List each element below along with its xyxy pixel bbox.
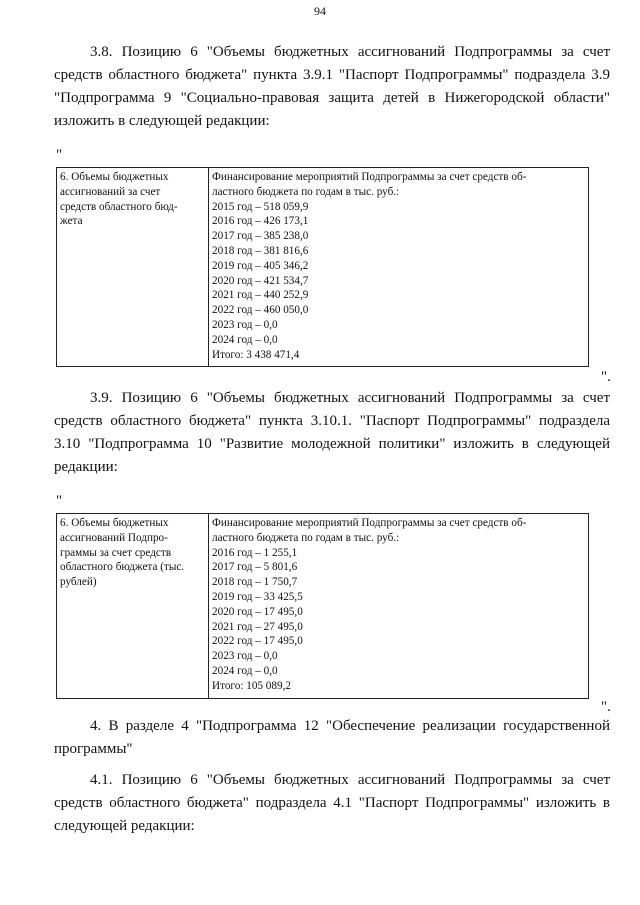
table1-line: 2021 год – 440 252,9 bbox=[212, 289, 309, 302]
table1-line: 2019 год – 405 346,2 bbox=[212, 259, 309, 272]
table1-label-line: средств областного бюд- bbox=[60, 200, 178, 213]
table1-line: 2023 год – 0,0 bbox=[212, 318, 278, 331]
table2-line: Финансирование мероприятий Подпрограммы за счет средств об- bbox=[212, 517, 527, 529]
table1-line: 2016 год – 426 173,1 bbox=[212, 215, 309, 228]
open-quote-1: " bbox=[56, 147, 63, 163]
table2-label-line: рублей) bbox=[60, 576, 97, 589]
table2-line: 2017 год – 5 801,6 bbox=[212, 561, 298, 574]
table2-line: 2020 год – 17 495,0 bbox=[212, 605, 303, 618]
table2-line: 2018 год – 1 750,7 bbox=[212, 576, 298, 589]
table2-label-line: 6. Объемы бюджетных bbox=[60, 517, 169, 529]
table2-line: ластного бюджета по годам в тыс. руб.: bbox=[212, 531, 400, 544]
paragraph-4-1: 4.1. Позицию 6 "Объемы бюджетных ассигнований Подпрограммы за счет средств областного бюджета" подраздела 4.1 "Паспорт Подпрограммы" изложить в следующей редакции: bbox=[54, 772, 610, 834]
paragraph-3-8: 3.8. Позицию 6 "Объемы бюджетных ассигнований Подпрограммы за счет средств областного бюджета" пункта 3.9.1 "Паспорт Подпрограммы" подраздела 3.9 "Подпрограмма 9 "Социально-правовая защита детей в Нижегородской области" изложить в следующей редакции: bbox=[54, 44, 610, 129]
table1-line: 2015 год – 518 059,9 bbox=[212, 200, 309, 213]
table1-line: Финансирование мероприятий Подпрограммы за счет средств об- bbox=[212, 171, 527, 183]
table2-label-cell bbox=[57, 514, 209, 699]
table2-line: 2024 год – 0,0 bbox=[212, 664, 278, 677]
table1-line: Итого: 3 438 471,4 bbox=[212, 348, 300, 361]
table2-label-line: граммы за счет средств bbox=[60, 546, 172, 559]
table2-line: 2019 год – 33 425,5 bbox=[212, 590, 303, 603]
budget-table-1 bbox=[56, 167, 589, 367]
table1-label-cell bbox=[57, 168, 209, 367]
table2-label-line: ассигнований Подпро- bbox=[60, 531, 168, 544]
table1-value-cell bbox=[209, 168, 589, 367]
table1-label-line: жета bbox=[60, 215, 83, 228]
table2-line: 2021 год – 27 495,0 bbox=[212, 620, 303, 633]
close-quote-2: ". bbox=[601, 699, 611, 715]
table1-line: 2022 год – 460 050,0 bbox=[212, 304, 309, 317]
table1-line: 2020 год – 421 534,7 bbox=[212, 274, 309, 287]
close-quote-1: ". bbox=[601, 369, 611, 385]
table2-line: Итого: 105 089,2 bbox=[212, 679, 291, 692]
table2-line: 2016 год – 1 255,1 bbox=[212, 546, 298, 559]
table1-line: 2017 год – 385 238,0 bbox=[212, 230, 309, 243]
table1-line: ластного бюджета по годам в тыс. руб.: bbox=[212, 185, 400, 198]
table1-label-line: 6. Объемы бюджетных bbox=[60, 171, 169, 183]
table1-label-line: ассигнований за счет bbox=[60, 185, 161, 198]
budget-table-2 bbox=[56, 513, 589, 699]
table1-line: 2024 год – 0,0 bbox=[212, 333, 278, 346]
table2-line: 2022 год – 17 495,0 bbox=[212, 635, 303, 648]
table2-line: 2023 год – 0,0 bbox=[212, 650, 278, 663]
table2-value-cell bbox=[209, 514, 589, 699]
open-quote-2: " bbox=[56, 493, 63, 509]
page-number: 94 bbox=[314, 4, 326, 18]
table1-line: 2018 год – 381 816,6 bbox=[212, 244, 309, 257]
paragraph-3-9: 3.9. Позицию 6 "Объемы бюджетных ассигнований Подпрограммы за счет средств областного бюджета" пункта 3.10.1. "Паспорт Подпрограммы" подраздела 3.10 "Подпрограмма 10 "Развитие молодежной политики" изложить в следующей редакции: bbox=[54, 390, 610, 475]
table2-label-line: областного бюджета (тыс. bbox=[60, 561, 185, 574]
paragraph-4: 4. В разделе 4 "Подпрограмма 12 "Обеспечение реализации государственной программы" bbox=[54, 718, 610, 757]
